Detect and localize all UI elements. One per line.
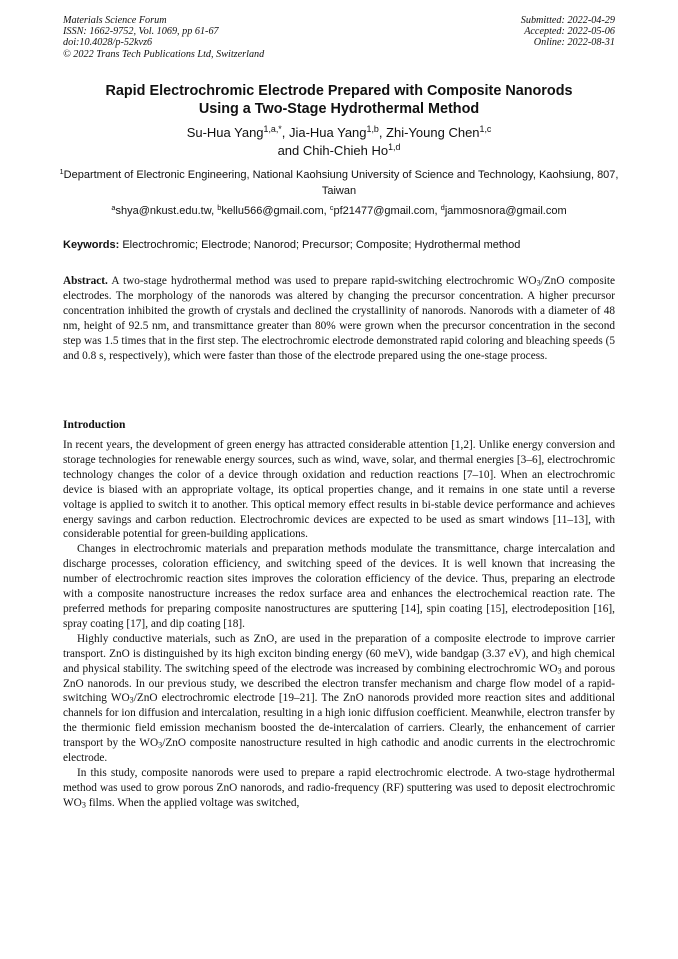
journal-header xyxy=(63,15,264,60)
section-heading-introduction: Introduction xyxy=(63,419,126,431)
abstract-text: A two-stage hydrothermal method was used to prepare rapid-switching electrochromic $WO_3$/ZnO composite electrodes. The morphology of the nanorods was altered by changing the precursor concentration. A higher precursor concentration inhibited the growth of crystals and declined the crystallinity of nanorods. Nanorods with a diameter of 48 nm, height of 92.5 nm, and transmittance greater than 80% were grown when the precursor concentration in the second step was 1.5 times that in the first step. The electrochromic electrode demonstrated rapid coloring and bleaching speeds (5 and 0.8 s, respectively), which were faster than those of the electrode prepared using the one-stage process. xyxy=(63,275,616,362)
author-affil-mark: 1,a,* xyxy=(263,124,282,135)
author-list xyxy=(40,124,638,159)
accepted-date: Accepted: 2022-05-06 xyxy=(524,26,615,38)
abstract-label: Abstract. xyxy=(63,275,108,287)
affiliation-text: Department of Electronic Engineering, National Kaohsiung University of Science and Technology, Kaohsiung, 807, Taiwan xyxy=(63,169,619,197)
author-emails: $^a$shya@nkust.edu.tw, $^b$kellu566@gmail.com, $^c$pf21477@gmail.com, $^d$jammosnora@gmail.com xyxy=(111,202,567,217)
title-line-1: Rapid Electrochromic Electrode Prepared with Composite Nanorods xyxy=(105,83,573,99)
author-affil-mark: 1,b xyxy=(366,124,379,135)
author-name: Zhi-Young Chen xyxy=(386,125,480,140)
doi-line[interactable]: doi:10.4028/p-52kvz6 xyxy=(63,37,153,49)
intro-paragraph: In this study, composite nanorods were used to prepare a rapid electrochromic electrode. A two-stage hydrothermal method was used to grow porous ZnO nanorods, and radio-frequency (RF) sputtering was used to deposit electrochromic $WO_3$ films. When the applied voltage was switched, xyxy=(63,766,615,810)
email-mark: c xyxy=(329,202,334,212)
author-affil-mark: 1,c xyxy=(479,124,492,135)
dates-header xyxy=(521,15,615,49)
author-affil-mark: 1,d xyxy=(388,141,401,152)
email-address[interactable]: pf21477@gmail.com xyxy=(333,205,435,217)
email-mark: d xyxy=(440,202,445,212)
author-name: Su-Hua Yang xyxy=(186,125,264,140)
affiliation xyxy=(55,168,623,199)
keywords xyxy=(63,238,615,252)
author-name: Jia-Hua Yang xyxy=(288,125,367,140)
abstract xyxy=(63,274,615,363)
introduction-body xyxy=(63,438,615,811)
email-mark: a xyxy=(111,202,116,212)
intro-paragraph: Highly conductive materials, such as ZnO, are used in the preparation of a composite electrode to improve carrier transport. ZnO is distinguished by its high exciton binding energy (60 meV), wide bandgap (3.37 eV), and high chemical and physical stability. The switching speed of the electrode was increased by combining electrochromic $WO_3$ and porous ZnO nanorods. In our previous study, we described the electron transfer mechanism and charge flow model of a rapid-switching $WO_3$/ZnO electrochromic electrode [19–21]. The ZnO nanorods provided more reaction sites and additional channels for ion diffusion and intercalation, resulting in a high ionic diffusion coefficient. Meanwhile, electron transfer by the thermionic field emission mechanism boosted the de-intercalation of carriers. Clearly, the enhancement of carrier transport by the $WO_3$/ZnO composite nanostructure resulted in high cathodic and anodic currents in the electrochromic electrode. xyxy=(63,632,616,765)
title-line-2: Using a Two-Stage Hydrothermal Method xyxy=(198,101,480,117)
submitted-date: Submitted: 2022-04-29 xyxy=(520,15,615,26)
intro-paragraph: In recent years, the development of green energy has attracted considerable attention [1,2]. Unlike energy conversion and storage technologies for renewable energy sources, such as wind, wave, solar, and thermal energies [3–6], electrochromic technology changes the color of a device through oxidation and reduction reactions [7–10]. When an electrochromic device is biased with an appropriate voltage, its optical properties change, and it remains in one state until a reverse voltage is applied to switch it to another. This optical memory effect results in bi-stable device performance and achieves energy savings and carbon reduction. Electrochromic devices are expected to be used as smart windows [11–13], with considerable potential for green-building applications. xyxy=(63,439,615,541)
keywords-text: Electrochromic; Electrode; Nanorod; Precursor; Composite; Hydrothermal method xyxy=(122,239,521,251)
affiliation-mark: 1 xyxy=(59,166,64,176)
paper-title xyxy=(40,82,638,118)
journal-name: Materials Science Forum xyxy=(63,15,167,26)
keywords-label: Keywords: xyxy=(63,239,120,251)
issn-line: ISSN: 1662-9752, Vol. 1069, pp 61-67 xyxy=(63,26,219,38)
author-separator: , xyxy=(281,125,289,140)
email-address[interactable]: kellu566@gmail.com xyxy=(221,205,324,217)
online-date: Online: 2022-08-31 xyxy=(533,37,615,49)
author-name: and Chih-Chieh Ho xyxy=(277,142,389,158)
email-address[interactable]: jammosnora@gmail.com xyxy=(444,205,567,217)
intro-paragraph: Changes in electrochromic materials and preparation methods modulate the transmittance, charge intercalation and discharge processes, coloration efficiency, and switching speed of the devices. It is well known that increasing the number of electrochromic reaction sites improves the coloration efficiency of the device. Thus, preparing an electrode with a composite nanostructure increases the redox surface area and enhances the electrochemical reaction rate. The preferred methods for preparing composite nanostructures are sputtering [14], spin coating [15], electrodeposition [16], spray coating [17], and dip coating [18]. xyxy=(63,543,615,630)
copyright-line: © 2022 Trans Tech Publications Ltd, Switzerland xyxy=(63,48,265,60)
author-line-1 xyxy=(40,124,638,142)
author-separator: , xyxy=(378,125,387,140)
author-line-2 xyxy=(40,142,638,160)
email-address[interactable]: shya@nkust.edu.tw xyxy=(115,205,212,217)
email-mark: b xyxy=(217,202,222,212)
